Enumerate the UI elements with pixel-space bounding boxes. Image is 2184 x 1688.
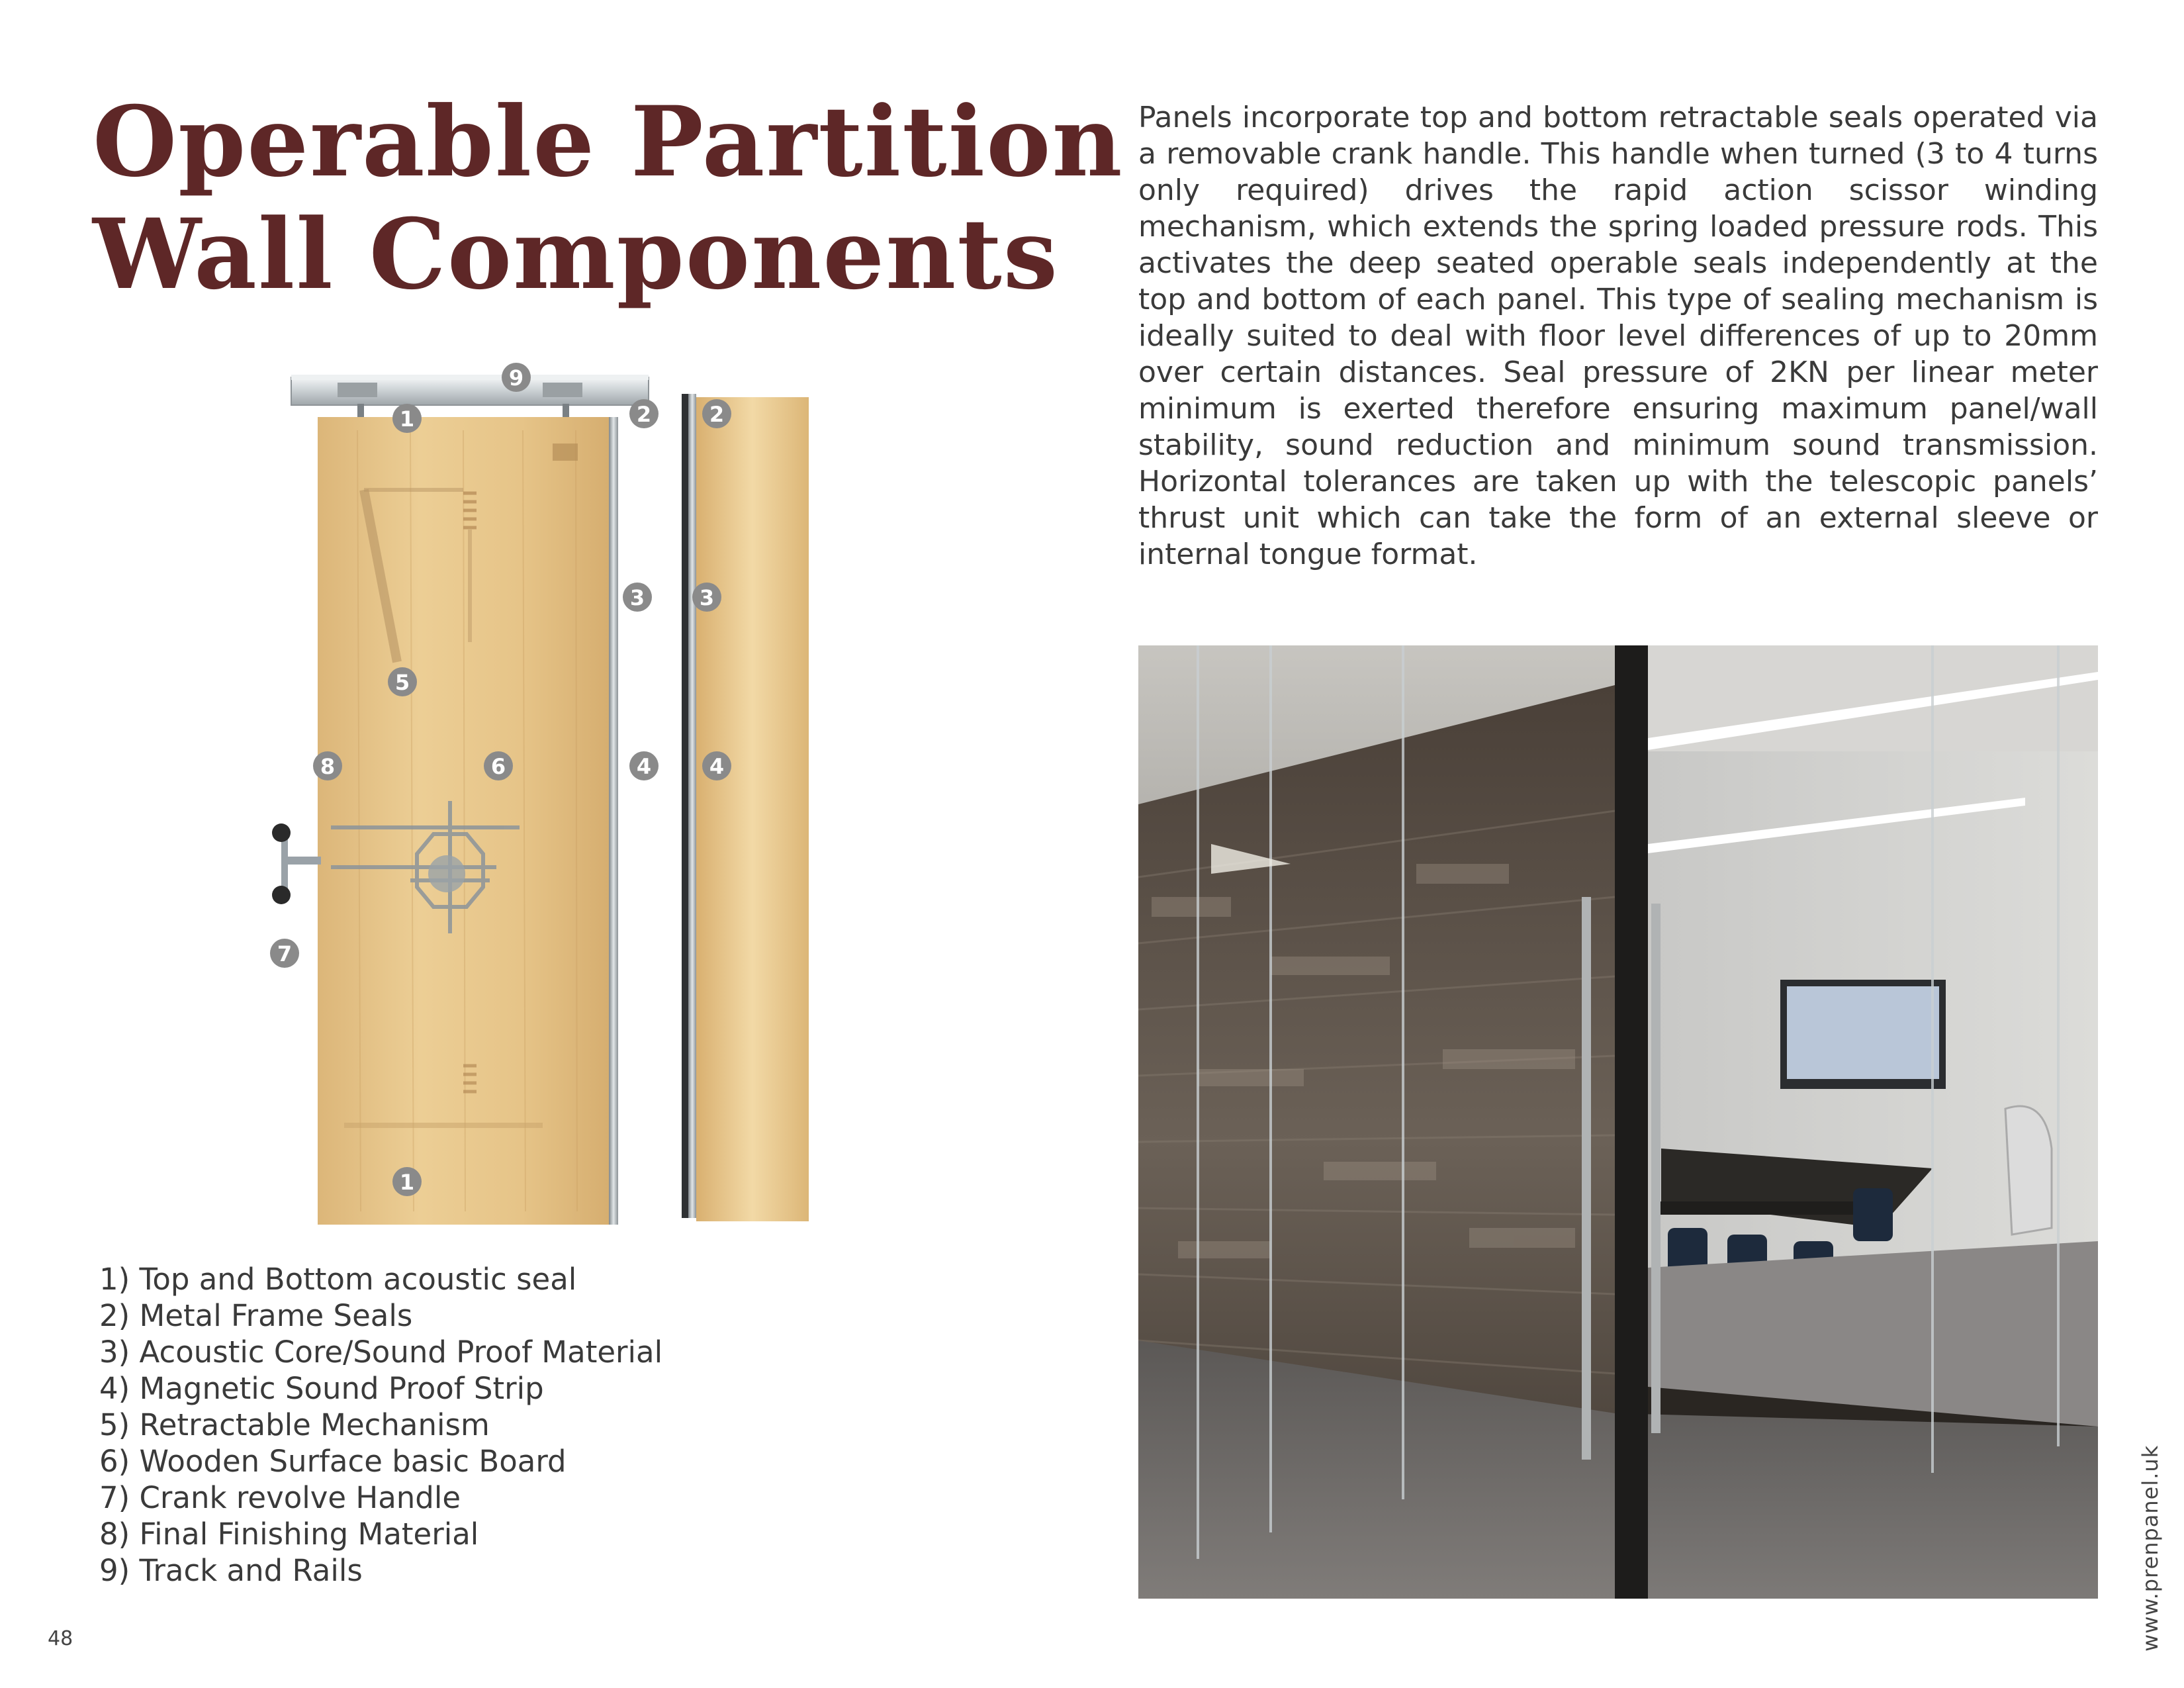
- svg-text:5: 5: [394, 670, 410, 695]
- svg-text:7: 7: [277, 941, 293, 966]
- marker-1-bottom: [392, 1167, 422, 1196]
- main-wooden-panel: [318, 417, 618, 1225]
- marker-2-right: [702, 399, 731, 428]
- marker-4-left: [629, 751, 659, 780]
- marker-3-left: [623, 583, 652, 612]
- marker-4-right: [702, 751, 731, 780]
- marker-6: [484, 751, 513, 780]
- description-paragraph: Panels incorporate top and bottom retractable seals operated via a removable crank handle. This handle when turned (3 to 4 turns only required) drives the rapid action scissor winding mechanism, which extends the spring loaded pressure rods. This activates the deep seated operable seals independently at the top and bottom of each panel. This type of sealing mechanism is ideally suited to deal with floor level differences of up to 20mm over certain distances. Seal pressure of 2KN per linear meter minimum is exerted therefore ensuring maximum panel/wall stability, sound reduction and minimum sound transmission. Horizontal tolerances are taken up with the telescopic panels’ thrust unit which can take the form of an external sleeve or internal tongue format.: [1138, 101, 2098, 571]
- legend-item: 1) Top and Bottom acoustic seal: [99, 1262, 577, 1297]
- marker-3-right: [692, 583, 721, 612]
- svg-text:9: 9: [508, 365, 524, 391]
- marker-7: [270, 939, 299, 968]
- svg-text:2: 2: [636, 402, 652, 427]
- legend-item: 3) Acoustic Core/Sound Proof Material: [99, 1335, 663, 1370]
- legend-item: 2) Metal Frame Seals: [99, 1298, 413, 1333]
- marker-9: [502, 363, 531, 392]
- glass-partition-photo: [1138, 645, 2098, 1599]
- svg-text:3: 3: [629, 585, 645, 610]
- svg-text:1: 1: [399, 1170, 415, 1195]
- page-title-line-2: Wall Components: [93, 198, 1059, 311]
- svg-text:4: 4: [709, 754, 725, 779]
- partition-panel-diagram: [245, 351, 854, 1225]
- marker-1-top: [392, 404, 422, 433]
- website-url: www.prenpanel.uk: [2138, 1444, 2163, 1652]
- page-title-line-1: Operable Partition: [93, 85, 1124, 199]
- svg-text:1: 1: [399, 406, 415, 432]
- page-number: 48: [48, 1627, 73, 1650]
- svg-text:6: 6: [490, 754, 506, 779]
- marker-8: [313, 751, 342, 780]
- component-legend: [99, 1261, 893, 1589]
- svg-text:3: 3: [699, 585, 715, 610]
- marker-2-left: [629, 399, 659, 428]
- track-and-rails: [291, 375, 649, 417]
- legend-item: 7) Crank revolve Handle: [99, 1480, 461, 1515]
- legend-item: 9) Track and Rails: [99, 1553, 363, 1588]
- legend-item: 4) Magnetic Sound Proof Strip: [99, 1371, 544, 1406]
- marker-5: [388, 667, 417, 696]
- svg-text:4: 4: [636, 754, 652, 779]
- legend-item: 6) Wooden Surface basic Board: [99, 1444, 567, 1479]
- svg-text:2: 2: [709, 402, 725, 427]
- legend-item: 8) Final Finishing Material: [99, 1517, 479, 1552]
- side-profile-panel: [682, 394, 809, 1221]
- page-title: [93, 85, 1124, 311]
- legend-item: 5) Retractable Mechanism: [99, 1407, 490, 1442]
- svg-text:8: 8: [320, 754, 336, 779]
- crank-handle: [272, 823, 321, 904]
